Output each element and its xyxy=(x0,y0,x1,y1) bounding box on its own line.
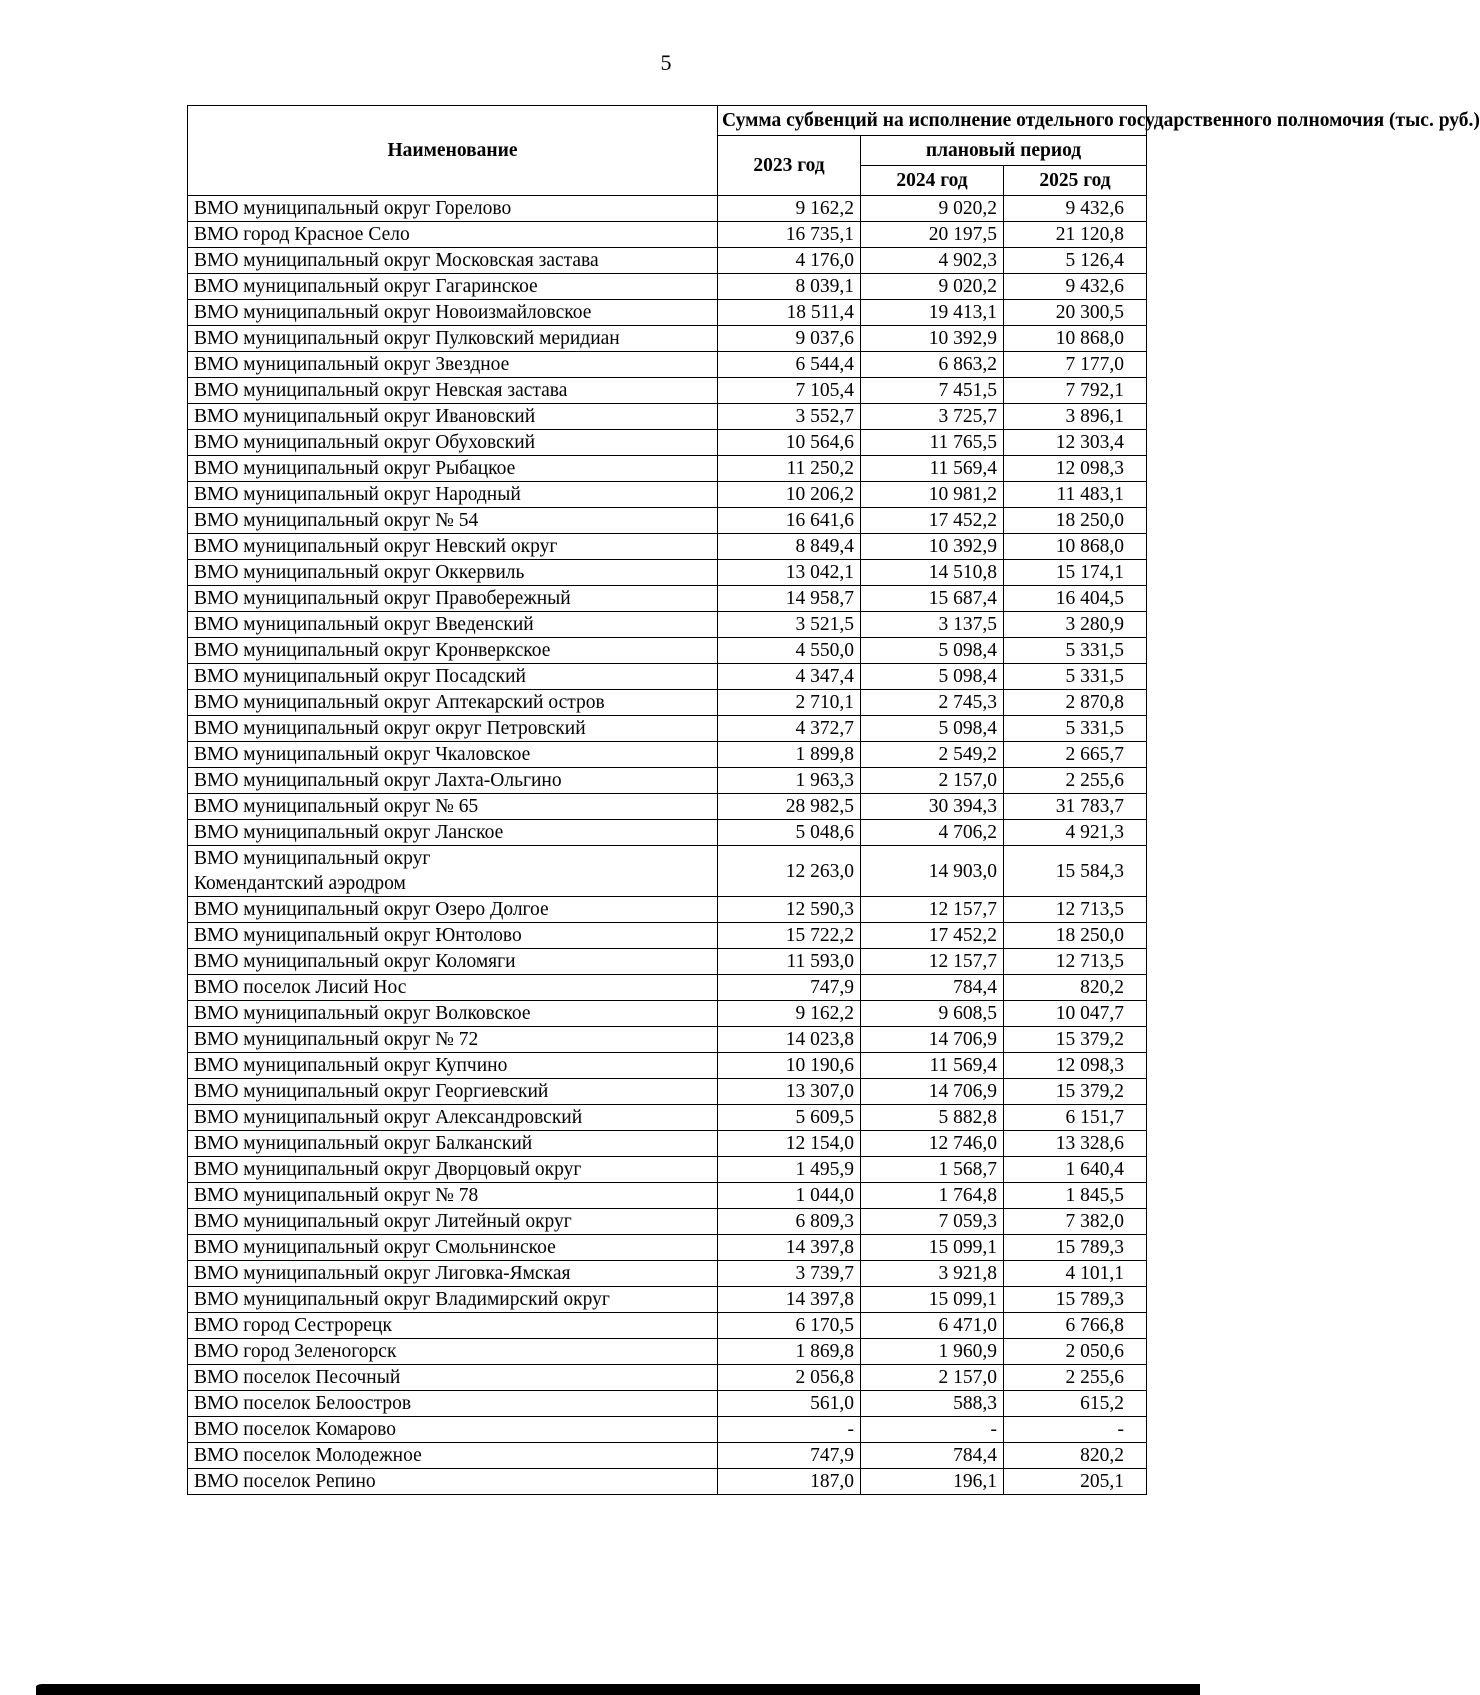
value-2025: 15 789,3 xyxy=(1004,1287,1147,1313)
value-2025: 820,2 xyxy=(1004,1443,1147,1469)
value-2023: 2 710,1 xyxy=(718,690,861,716)
value-2024: 5 882,8 xyxy=(861,1105,1004,1131)
row-name: ВМО муниципальный округ Литейный округ xyxy=(188,1209,718,1235)
table-row xyxy=(188,1339,1147,1365)
table-row xyxy=(188,1027,1147,1053)
value-2023: 3 739,7 xyxy=(718,1261,861,1287)
table-row xyxy=(188,1313,1147,1339)
value-2023: 15 722,2 xyxy=(718,923,861,949)
row-name: ВМО муниципальный округ Обуховский xyxy=(188,430,718,456)
row-name: ВМО муниципальный округ № 78 xyxy=(188,1183,718,1209)
value-2024: 2 549,2 xyxy=(861,742,1004,768)
row-name: ВМО муниципальный округ Народный xyxy=(188,482,718,508)
row-name: ВМО муниципальный округ Рыбацкое xyxy=(188,456,718,482)
value-2024: 14 510,8 xyxy=(861,560,1004,586)
row-name: ВМО муниципальный округ Оккервиль xyxy=(188,560,718,586)
value-2025: 15 584,3 xyxy=(1004,846,1147,897)
value-2024: 6 863,2 xyxy=(861,352,1004,378)
value-2025: 7 792,1 xyxy=(1004,378,1147,404)
value-2024: 14 903,0 xyxy=(861,846,1004,897)
row-name: ВМО муниципальный округ Чкаловское xyxy=(188,742,718,768)
value-2024: 3 725,7 xyxy=(861,404,1004,430)
row-name: ВМО муниципальный округ Введенский xyxy=(188,612,718,638)
value-2025: 3 280,9 xyxy=(1004,612,1147,638)
table-row xyxy=(188,1261,1147,1287)
value-2024: 15 099,1 xyxy=(861,1287,1004,1313)
row-name: ВМО поселок Комарово xyxy=(188,1417,718,1443)
value-2024: 12 157,7 xyxy=(861,897,1004,923)
value-2024: 17 452,2 xyxy=(861,923,1004,949)
value-2025: 10 868,0 xyxy=(1004,326,1147,352)
row-name: ВМО муниципальный округ Посадский xyxy=(188,664,718,690)
value-2023: 9 162,2 xyxy=(718,196,861,222)
table-row xyxy=(188,404,1147,430)
row-name: ВМО город Сестрорецк xyxy=(188,1313,718,1339)
table-row xyxy=(188,1365,1147,1391)
row-name: ВМО муниципальный округ Балканский xyxy=(188,1131,718,1157)
value-2025: 9 432,6 xyxy=(1004,274,1147,300)
value-2024: 4 706,2 xyxy=(861,820,1004,846)
row-name: ВМО муниципальный округ Смольнинское xyxy=(188,1235,718,1261)
value-2023: 28 982,5 xyxy=(718,794,861,820)
value-2023: 16 735,1 xyxy=(718,222,861,248)
value-2023: 12 263,0 xyxy=(718,846,861,897)
value-2025: 18 250,0 xyxy=(1004,508,1147,534)
row-name: ВМО муниципальный округ Гагаринское xyxy=(188,274,718,300)
value-2025: 12 713,5 xyxy=(1004,949,1147,975)
value-2025: 7 382,0 xyxy=(1004,1209,1147,1235)
table-row xyxy=(188,1001,1147,1027)
table-row xyxy=(188,742,1147,768)
table-row xyxy=(188,1417,1147,1443)
value-2025: 15 174,1 xyxy=(1004,560,1147,586)
row-name: ВМО поселок Белоостров xyxy=(188,1391,718,1417)
value-2025: 31 783,7 xyxy=(1004,794,1147,820)
table-row xyxy=(188,690,1147,716)
subvention-table xyxy=(187,105,1480,1495)
value-2024: 12 157,7 xyxy=(861,949,1004,975)
value-2023: 187,0 xyxy=(718,1469,861,1495)
row-name: ВМО муниципальный округ Горелово xyxy=(188,196,718,222)
table-row xyxy=(188,586,1147,612)
value-2025: 6 766,8 xyxy=(1004,1313,1147,1339)
value-2024: 1 764,8 xyxy=(861,1183,1004,1209)
table-row xyxy=(188,612,1147,638)
row-name: ВМО поселок Песочный xyxy=(188,1365,718,1391)
row-name: ВМО муниципальный округ Пулковский меридиан xyxy=(188,326,718,352)
value-2025: 18 250,0 xyxy=(1004,923,1147,949)
value-2023: 9 037,6 xyxy=(718,326,861,352)
value-2024: 10 392,9 xyxy=(861,326,1004,352)
row-name: ВМО муниципальный округ Правобережный xyxy=(188,586,718,612)
value-2024: 14 706,9 xyxy=(861,1079,1004,1105)
value-2024: 7 059,3 xyxy=(861,1209,1004,1235)
header-year-2025: 2025 год xyxy=(1004,166,1147,196)
table-row xyxy=(188,508,1147,534)
table-row xyxy=(188,638,1147,664)
table-row xyxy=(188,1131,1147,1157)
row-name: ВМО муниципальный округ Кронверкское xyxy=(188,638,718,664)
value-2024: 19 413,1 xyxy=(861,300,1004,326)
table-row xyxy=(188,378,1147,404)
value-2024: 6 471,0 xyxy=(861,1313,1004,1339)
value-2025: 20 300,5 xyxy=(1004,300,1147,326)
value-2023: 8 039,1 xyxy=(718,274,861,300)
value-2023: 18 511,4 xyxy=(718,300,861,326)
value-2023: 12 154,0 xyxy=(718,1131,861,1157)
value-2023: 6 544,4 xyxy=(718,352,861,378)
value-2024: 2 745,3 xyxy=(861,690,1004,716)
table-row xyxy=(188,949,1147,975)
value-2023: 4 550,0 xyxy=(718,638,861,664)
row-name: ВМО муниципальный округ Коломяги xyxy=(188,949,718,975)
table-row xyxy=(188,482,1147,508)
table-row xyxy=(188,248,1147,274)
value-2023: 9 162,2 xyxy=(718,1001,861,1027)
table-row xyxy=(188,664,1147,690)
value-2025: 12 098,3 xyxy=(1004,456,1147,482)
value-2025: 15 789,3 xyxy=(1004,1235,1147,1261)
value-2023: 2 056,8 xyxy=(718,1365,861,1391)
value-2024: 9 020,2 xyxy=(861,274,1004,300)
value-2025: 11 483,1 xyxy=(1004,482,1147,508)
value-2025: 6 151,7 xyxy=(1004,1105,1147,1131)
value-2023: 1 869,8 xyxy=(718,1339,861,1365)
table-row xyxy=(188,1157,1147,1183)
value-2024: 588,3 xyxy=(861,1391,1004,1417)
value-2023: 5 048,6 xyxy=(718,820,861,846)
value-2025: 9 432,6 xyxy=(1004,196,1147,222)
value-2025: 3 896,1 xyxy=(1004,404,1147,430)
value-2023: 3 552,7 xyxy=(718,404,861,430)
value-2023: 6 170,5 xyxy=(718,1313,861,1339)
value-2024: 2 157,0 xyxy=(861,768,1004,794)
table-row xyxy=(188,897,1147,923)
value-2025: 1 640,4 xyxy=(1004,1157,1147,1183)
row-name: ВМО муниципальный округ Озеро Долгое xyxy=(188,897,718,923)
table-row xyxy=(188,768,1147,794)
table-row xyxy=(188,274,1147,300)
value-2025: 12 303,4 xyxy=(1004,430,1147,456)
value-2025: 5 126,4 xyxy=(1004,248,1147,274)
table-row xyxy=(188,1053,1147,1079)
value-2023: 4 176,0 xyxy=(718,248,861,274)
row-name: ВМО муниципальный округ Александровский xyxy=(188,1105,718,1131)
value-2023: 10 564,6 xyxy=(718,430,861,456)
value-2025: 820,2 xyxy=(1004,975,1147,1001)
table-row xyxy=(188,1391,1147,1417)
value-2023: 13 042,1 xyxy=(718,560,861,586)
header-planned-period: плановый период xyxy=(861,136,1147,166)
table-row xyxy=(188,923,1147,949)
header-name: Наименование xyxy=(188,106,718,196)
row-name: ВМО муниципальный округ № 65 xyxy=(188,794,718,820)
value-2024: 4 902,3 xyxy=(861,248,1004,274)
row-name: ВМО муниципальный округ Невская застава xyxy=(188,378,718,404)
value-2023: 1 899,8 xyxy=(718,742,861,768)
value-2025: 10 047,7 xyxy=(1004,1001,1147,1027)
value-2025: 15 379,2 xyxy=(1004,1079,1147,1105)
value-2025: 13 328,6 xyxy=(1004,1131,1147,1157)
value-2024: 3 921,8 xyxy=(861,1261,1004,1287)
value-2025: 12 713,5 xyxy=(1004,897,1147,923)
value-2024: 784,4 xyxy=(861,1443,1004,1469)
value-2023: 1 963,3 xyxy=(718,768,861,794)
table-row xyxy=(188,820,1147,846)
table-row xyxy=(188,794,1147,820)
value-2023: 7 105,4 xyxy=(718,378,861,404)
row-name: ВМО муниципальный округ № 54 xyxy=(188,508,718,534)
table-row xyxy=(188,846,1147,897)
table-row xyxy=(188,1183,1147,1209)
header-subvention-sum: Сумма субвенций на исполнение отдельного государственного полномочия (тыс. руб.) xyxy=(718,106,1147,136)
value-2025: 615,2 xyxy=(1004,1391,1147,1417)
value-2023: 6 809,3 xyxy=(718,1209,861,1235)
table-header xyxy=(188,106,1480,196)
value-2023: 747,9 xyxy=(718,975,861,1001)
value-2025: 21 120,8 xyxy=(1004,222,1147,248)
value-2023: 14 397,8 xyxy=(718,1287,861,1313)
value-2024: 14 706,9 xyxy=(861,1027,1004,1053)
value-2025: 2 255,6 xyxy=(1004,768,1147,794)
row-name: ВМО муниципальный округ Лиговка-Ямская xyxy=(188,1261,718,1287)
value-2025: 2 870,8 xyxy=(1004,690,1147,716)
value-2025: 15 379,2 xyxy=(1004,1027,1147,1053)
page-number: 5 xyxy=(660,50,672,75)
value-2023: 10 190,6 xyxy=(718,1053,861,1079)
row-name: ВМО муниципальный округ Юнтолово xyxy=(188,923,718,949)
value-2024: 5 098,4 xyxy=(861,716,1004,742)
value-2024: 10 981,2 xyxy=(861,482,1004,508)
row-name: ВМО муниципальный округ Аптекарский остров xyxy=(188,690,718,716)
value-2025: 5 331,5 xyxy=(1004,664,1147,690)
row-name: ВМО муниципальный округ Ланское xyxy=(188,820,718,846)
value-2024: 15 687,4 xyxy=(861,586,1004,612)
value-2023: 1 044,0 xyxy=(718,1183,861,1209)
value-2023: 14 397,8 xyxy=(718,1235,861,1261)
value-2023: 561,0 xyxy=(718,1391,861,1417)
table-row xyxy=(188,975,1147,1001)
value-2023: - xyxy=(718,1417,861,1443)
value-2024: 3 137,5 xyxy=(861,612,1004,638)
row-name: ВМО муниципальный округ Новоизмайловское xyxy=(188,300,718,326)
value-2025: 205,1 xyxy=(1004,1469,1147,1495)
value-2023: 16 641,6 xyxy=(718,508,861,534)
table-row xyxy=(188,716,1147,742)
value-2024: 5 098,4 xyxy=(861,638,1004,664)
row-name: ВМО муниципальный округ Георгиевский xyxy=(188,1079,718,1105)
value-2023: 8 849,4 xyxy=(718,534,861,560)
table-row xyxy=(188,300,1147,326)
value-2023: 10 206,2 xyxy=(718,482,861,508)
value-2024: 11 569,4 xyxy=(861,456,1004,482)
header-year-2023: 2023 год xyxy=(718,136,861,196)
value-2024: 7 451,5 xyxy=(861,378,1004,404)
table-row xyxy=(188,1469,1147,1495)
table-body xyxy=(188,196,1147,1495)
row-name: ВМО муниципальный округ Невский округ xyxy=(188,534,718,560)
value-2025: 2 255,6 xyxy=(1004,1365,1147,1391)
header-year-2024: 2024 год xyxy=(861,166,1004,196)
table-row xyxy=(188,1079,1147,1105)
row-name: ВМО поселок Лисий Нос xyxy=(188,975,718,1001)
value-2024: 11 765,5 xyxy=(861,430,1004,456)
value-2023: 12 590,3 xyxy=(718,897,861,923)
table-row xyxy=(188,430,1147,456)
value-2023: 14 023,8 xyxy=(718,1027,861,1053)
value-2024: 30 394,3 xyxy=(861,794,1004,820)
row-name: ВМО муниципальный округ Волковское xyxy=(188,1001,718,1027)
row-name: ВМО муниципальный округ округ Петровский xyxy=(188,716,718,742)
value-2025: 4 921,3 xyxy=(1004,820,1147,846)
value-2023: 13 307,0 xyxy=(718,1079,861,1105)
table-row xyxy=(188,1105,1147,1131)
value-2024: 15 099,1 xyxy=(861,1235,1004,1261)
value-2025: - xyxy=(1004,1417,1147,1443)
value-2024: 9 020,2 xyxy=(861,196,1004,222)
value-2025: 12 098,3 xyxy=(1004,1053,1147,1079)
row-name: ВМО муниципальный округ Купчино xyxy=(188,1053,718,1079)
value-2025: 10 868,0 xyxy=(1004,534,1147,560)
scan-edge-bar xyxy=(36,1684,1200,1695)
table-row xyxy=(188,196,1147,222)
value-2024: 11 569,4 xyxy=(861,1053,1004,1079)
row-name: ВМО муниципальный округ Московская застава xyxy=(188,248,718,274)
value-2024: 1 568,7 xyxy=(861,1157,1004,1183)
row-name: ВМО поселок Молодежное xyxy=(188,1443,718,1469)
value-2024: 196,1 xyxy=(861,1469,1004,1495)
value-2024: 784,4 xyxy=(861,975,1004,1001)
value-2023: 11 593,0 xyxy=(718,949,861,975)
value-2023: 3 521,5 xyxy=(718,612,861,638)
table-row xyxy=(188,1287,1147,1313)
value-2024: 9 608,5 xyxy=(861,1001,1004,1027)
value-2024: 2 157,0 xyxy=(861,1365,1004,1391)
value-2024: 1 960,9 xyxy=(861,1339,1004,1365)
value-2023: 747,9 xyxy=(718,1443,861,1469)
value-2023: 5 609,5 xyxy=(718,1105,861,1131)
table-row xyxy=(188,1235,1147,1261)
value-2024: 17 452,2 xyxy=(861,508,1004,534)
row-name: ВМО муниципальный округ Лахта-Ольгино xyxy=(188,768,718,794)
value-2024: - xyxy=(861,1417,1004,1443)
row-name: ВМО муниципальный округ Ивановский xyxy=(188,404,718,430)
value-2025: 5 331,5 xyxy=(1004,716,1147,742)
value-2023: 1 495,9 xyxy=(718,1157,861,1183)
table-row xyxy=(188,1209,1147,1235)
value-2025: 7 177,0 xyxy=(1004,352,1147,378)
value-2023: 14 958,7 xyxy=(718,586,861,612)
table-row xyxy=(188,534,1147,560)
value-2024: 12 746,0 xyxy=(861,1131,1004,1157)
row-name: ВМО муниципальный округ Владимирский округ xyxy=(188,1287,718,1313)
value-2023: 4 347,4 xyxy=(718,664,861,690)
value-2025: 4 101,1 xyxy=(1004,1261,1147,1287)
value-2025: 2 050,6 xyxy=(1004,1339,1147,1365)
table-row xyxy=(188,352,1147,378)
value-2025: 1 845,5 xyxy=(1004,1183,1147,1209)
table-row xyxy=(188,222,1147,248)
value-2024: 10 392,9 xyxy=(861,534,1004,560)
value-2024: 20 197,5 xyxy=(861,222,1004,248)
value-2023: 4 372,7 xyxy=(718,716,861,742)
value-2025: 2 665,7 xyxy=(1004,742,1147,768)
value-2025: 5 331,5 xyxy=(1004,638,1147,664)
table-row xyxy=(188,326,1147,352)
row-name: ВМО муниципальный округ № 72 xyxy=(188,1027,718,1053)
row-name: ВМО муниципальный округ Комендантский аэродром xyxy=(188,846,718,897)
table-row xyxy=(188,1443,1147,1469)
value-2024: 5 098,4 xyxy=(861,664,1004,690)
value-2023: 11 250,2 xyxy=(718,456,861,482)
row-name: ВМО муниципальный округ Дворцовый округ xyxy=(188,1157,718,1183)
row-name: ВМО город Зеленогорск xyxy=(188,1339,718,1365)
table-row xyxy=(188,456,1147,482)
row-name: ВМО поселок Репино xyxy=(188,1469,718,1495)
row-name: ВМО город Красное Село xyxy=(188,222,718,248)
row-name: ВМО муниципальный округ Звездное xyxy=(188,352,718,378)
table-row xyxy=(188,560,1147,586)
value-2025: 16 404,5 xyxy=(1004,586,1147,612)
